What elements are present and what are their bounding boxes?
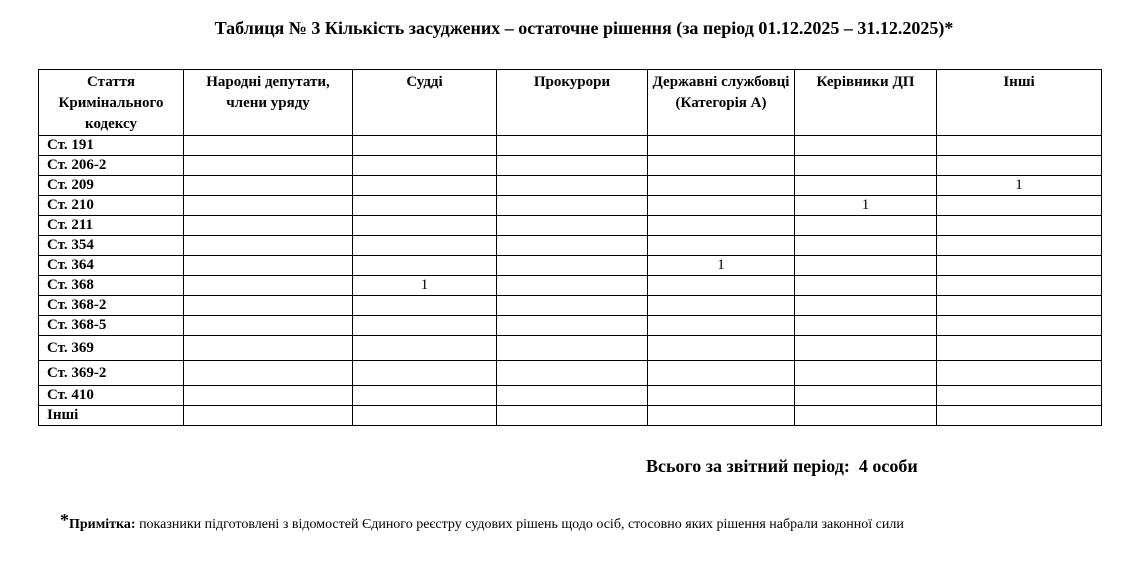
cell-value <box>795 336 937 361</box>
cell-value <box>184 256 353 276</box>
cell-value <box>937 316 1102 336</box>
cell-value <box>497 216 648 236</box>
cell-value <box>937 276 1102 296</box>
header-judges: Судді <box>353 70 497 136</box>
cell-value <box>795 216 937 236</box>
cell-value <box>795 176 937 196</box>
row-article: Ст. 209 <box>39 176 184 196</box>
table-row <box>39 361 1102 386</box>
cell-value <box>353 316 497 336</box>
cell-value <box>937 256 1102 276</box>
cell-value <box>648 136 795 156</box>
cell-value <box>353 136 497 156</box>
cell-value <box>497 196 648 216</box>
cell-value <box>184 361 353 386</box>
table-row <box>39 256 1102 276</box>
cell-value <box>184 156 353 176</box>
cell-value <box>648 406 795 426</box>
footnote-text: показники підготовлені з відомостей Єдиного реєстру судових рішень щодо осіб, стосовно яких рішення набрали законної сили <box>139 517 904 532</box>
cell-value: 1 <box>648 256 795 276</box>
cell-value <box>353 296 497 316</box>
cell-value <box>184 316 353 336</box>
cell-value <box>937 136 1102 156</box>
row-article: Ст. 368-5 <box>39 316 184 336</box>
cell-value <box>937 406 1102 426</box>
cell-value <box>648 236 795 256</box>
table-row <box>39 276 1102 296</box>
cell-value <box>353 406 497 426</box>
cell-value <box>937 196 1102 216</box>
cell-value <box>795 276 937 296</box>
footnote-label: Примітка: <box>69 517 136 532</box>
cell-value <box>497 386 648 406</box>
cell-value <box>497 236 648 256</box>
header-mps: Народні депутати, члени уряду <box>184 70 353 136</box>
cell-value: 1 <box>795 196 937 216</box>
cell-value <box>648 316 795 336</box>
cell-value: 1 <box>353 276 497 296</box>
cell-value <box>497 296 648 316</box>
convictions-table <box>38 69 1102 426</box>
cell-value <box>648 176 795 196</box>
cell-value <box>184 196 353 216</box>
cell-value <box>937 216 1102 236</box>
cell-value <box>497 136 648 156</box>
row-article: Ст. 210 <box>39 196 184 216</box>
cell-value <box>184 176 353 196</box>
row-article: Ст. 369-2 <box>39 361 184 386</box>
cell-value <box>648 296 795 316</box>
cell-value <box>937 296 1102 316</box>
footnote-marker: * <box>60 510 69 530</box>
table-row <box>39 406 1102 426</box>
cell-value <box>184 136 353 156</box>
cell-value <box>937 336 1102 361</box>
total-label: Всього за звітний період: <box>646 456 850 476</box>
cell-value <box>497 156 648 176</box>
header-others: Інші <box>937 70 1102 136</box>
cell-value <box>795 256 937 276</box>
row-article: Ст. 191 <box>39 136 184 156</box>
table-row <box>39 196 1102 216</box>
cell-value <box>937 236 1102 256</box>
cell-value <box>795 236 937 256</box>
cell-value <box>353 196 497 216</box>
cell-value <box>497 256 648 276</box>
row-article: Ст. 206-2 <box>39 156 184 176</box>
cell-value <box>353 156 497 176</box>
cell-value <box>795 316 937 336</box>
cell-value <box>353 216 497 236</box>
total-summary <box>646 456 918 477</box>
cell-value <box>937 361 1102 386</box>
row-article: Інші <box>39 406 184 426</box>
cell-value <box>648 276 795 296</box>
footnote <box>60 510 904 533</box>
table-row <box>39 176 1102 196</box>
cell-value <box>353 176 497 196</box>
cell-value <box>497 406 648 426</box>
cell-value <box>353 386 497 406</box>
cell-value <box>353 361 497 386</box>
cell-value <box>937 386 1102 406</box>
cell-value <box>795 386 937 406</box>
header-article: Стаття Кримінального кодексу <box>39 70 184 136</box>
table-header-row <box>39 70 1102 136</box>
row-article: Ст. 368-2 <box>39 296 184 316</box>
cell-value <box>497 176 648 196</box>
table-row <box>39 136 1102 156</box>
cell-value <box>648 386 795 406</box>
cell-value <box>353 336 497 361</box>
table-row <box>39 216 1102 236</box>
cell-value <box>648 196 795 216</box>
cell-value <box>184 276 353 296</box>
page-title: Таблиця № 3 Кількість засуджених – остаточне рішення (за період 01.12.2025 – 31.12.2025)* <box>214 18 954 38</box>
table-row <box>39 386 1102 406</box>
header-prosecutors: Прокурори <box>497 70 648 136</box>
row-article: Ст. 211 <box>39 216 184 236</box>
cell-value <box>795 156 937 176</box>
table-row <box>39 296 1102 316</box>
cell-value <box>497 316 648 336</box>
cell-value <box>184 216 353 236</box>
table-row <box>39 236 1102 256</box>
cell-value <box>497 336 648 361</box>
cell-value <box>497 276 648 296</box>
table-row <box>39 156 1102 176</box>
cell-value <box>937 156 1102 176</box>
cell-value <box>648 216 795 236</box>
cell-value <box>184 386 353 406</box>
cell-value <box>795 406 937 426</box>
table-row <box>39 316 1102 336</box>
cell-value <box>497 361 648 386</box>
row-article: Ст. 368 <box>39 276 184 296</box>
cell-value <box>795 136 937 156</box>
cell-value <box>648 361 795 386</box>
row-article: Ст. 410 <box>39 386 184 406</box>
cell-value <box>648 156 795 176</box>
cell-value <box>795 296 937 316</box>
cell-value: 1 <box>937 176 1102 196</box>
cell-value <box>184 406 353 426</box>
table-row <box>39 336 1102 361</box>
cell-value <box>184 236 353 256</box>
header-civil-servants: Державні службовці (Категорія А) <box>648 70 795 136</box>
cell-value <box>353 236 497 256</box>
header-soe-heads: Керівники ДП <box>795 70 937 136</box>
cell-value <box>795 361 937 386</box>
total-value: 4 особи <box>858 456 918 476</box>
row-article: Ст. 369 <box>39 336 184 361</box>
row-article: Ст. 354 <box>39 236 184 256</box>
row-article: Ст. 364 <box>39 256 184 276</box>
cell-value <box>184 296 353 316</box>
cell-value <box>648 336 795 361</box>
cell-value <box>184 336 353 361</box>
cell-value <box>353 256 497 276</box>
